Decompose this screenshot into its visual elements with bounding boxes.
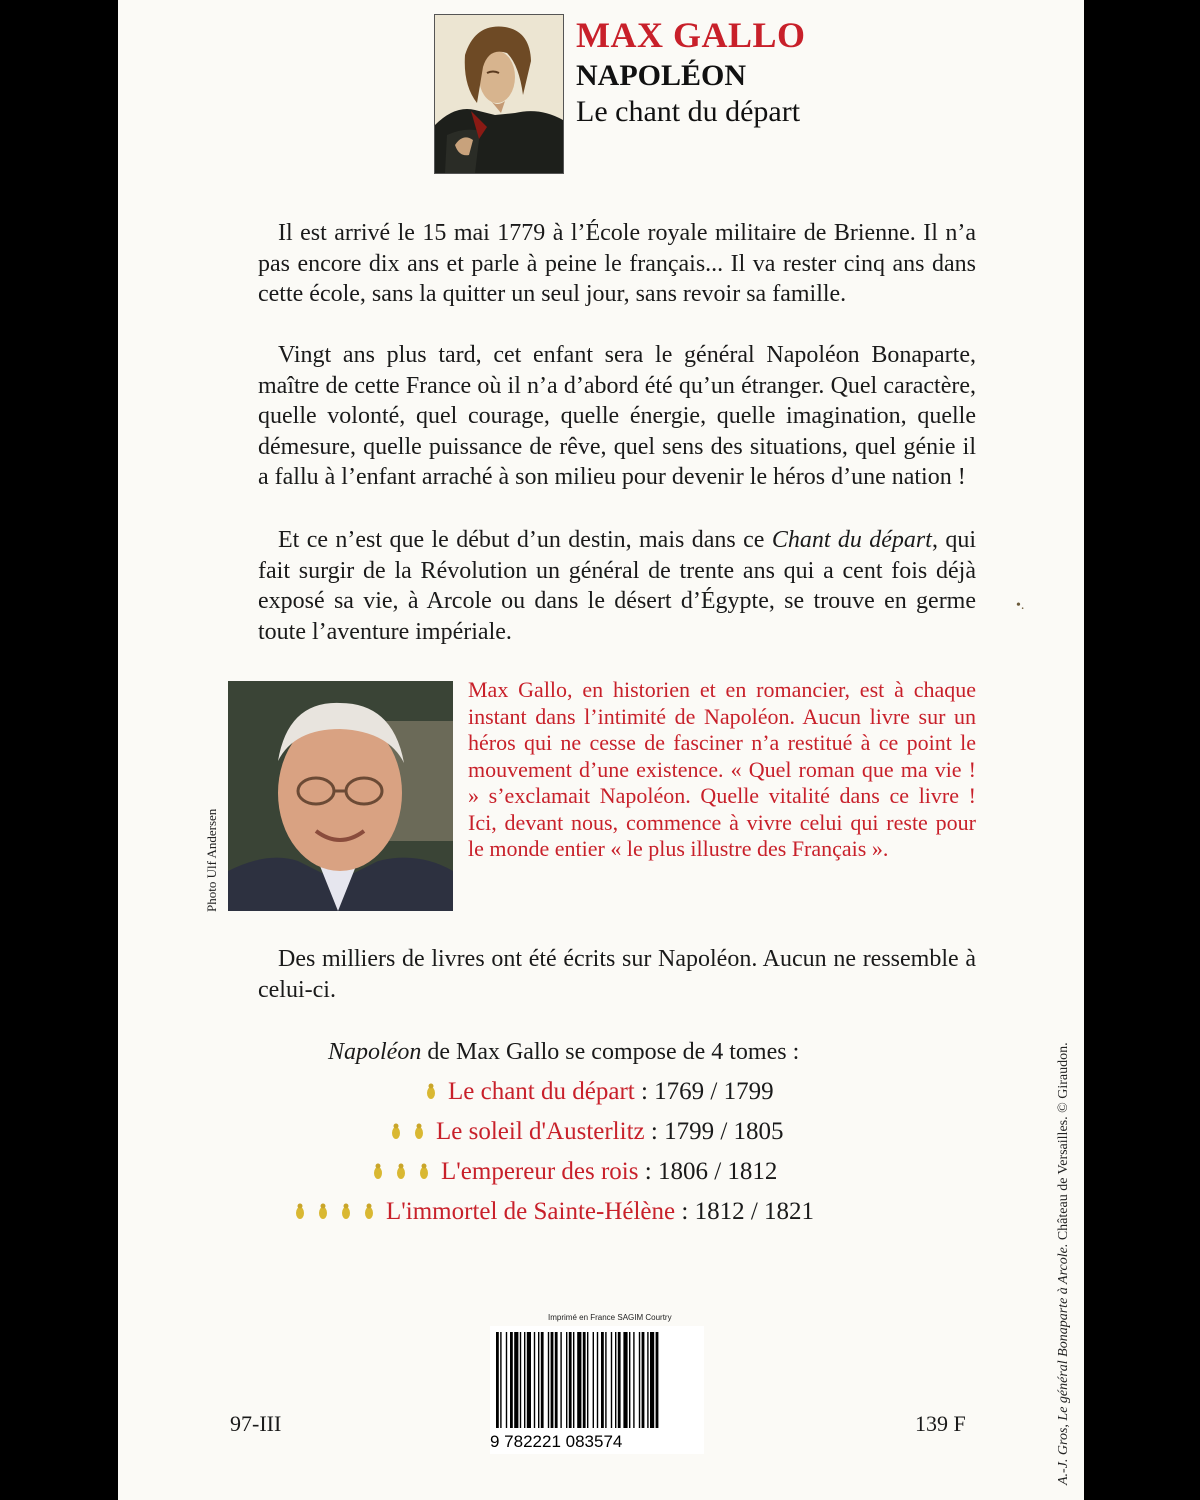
price: 139 F [915, 1411, 966, 1436]
tome-dates: : 1812 / 1821 [675, 1198, 815, 1225]
book-back-cover [118, 0, 1084, 1500]
bee-icon [340, 1203, 352, 1220]
bee-icon [390, 1123, 402, 1140]
bee-icon [395, 1163, 407, 1180]
blurb-paragraph-1: Il est arrivé le 15 mai 1779 à l’École royale militaire de Brienne. Il n’a pas encore dix ans et parle à peine le français... Il va rester cinq ans dans cette école, sans la quitter un seul jour, sans revoir sa famille. [258, 220, 976, 307]
tome-dates: : 1769 / 1799 [634, 1078, 774, 1105]
tome-item [425, 1078, 774, 1106]
tome-item [390, 1118, 784, 1146]
blurb-paragraph-3 [258, 525, 976, 647]
bee-icon [418, 1163, 430, 1180]
title-block [576, 14, 806, 130]
blurb-paragraph-3-title: Chant du départ [771, 527, 932, 553]
tome-item [294, 1198, 814, 1226]
bee-icon [317, 1203, 329, 1220]
tome-item [372, 1158, 777, 1186]
isbn-barcode [490, 1326, 704, 1454]
painting-credit-title: A.-J. Gros, Le général Bonaparte à Arcole. [1056, 1243, 1071, 1485]
painting-credit-rest: Château de Versailles. © Giraudon. [1056, 1042, 1071, 1244]
print-speck-mark: •. [1016, 598, 1025, 613]
tomes-intro [328, 1039, 799, 1066]
book-subtitle: Le chant du départ [576, 95, 801, 128]
cover-painting-credit [1056, 1042, 1072, 1485]
tome-dates: : 1799 / 1805 [644, 1118, 784, 1145]
napoleon-portrait-image [434, 14, 564, 174]
tomes-intro-title: Napoléon [328, 1039, 422, 1065]
tome-name: Le soleil d'Austerlitz [436, 1118, 645, 1145]
tomes-intro-rest: de Max Gallo se compose de 4 tomes : [421, 1039, 800, 1065]
photo-credit: Photo Ulf Andersen [204, 808, 219, 912]
author-name: MAX GALLO [576, 15, 806, 55]
tome-dates: : 1806 / 1812 [638, 1158, 778, 1185]
printer-note: Imprimé en France SAGIM Courtry [548, 1313, 672, 1322]
catalog-code: 97-III [230, 1411, 282, 1436]
bee-icon [425, 1083, 437, 1100]
tome-name: L'immortel de Sainte-Hélène [386, 1198, 676, 1225]
tome-name: L'empereur des rois [441, 1158, 639, 1185]
isbn-digits: 9 782221 083574 [490, 1432, 623, 1451]
bee-icon [363, 1203, 375, 1220]
closing-statement: Des milliers de livres ont été écrits sur Napoléon. Aucun ne ressemble à celui-ci. [258, 946, 976, 1003]
book-title: NAPOLÉON [576, 59, 747, 92]
tome-name: Le chant du départ [448, 1078, 635, 1105]
bee-icon [294, 1203, 306, 1220]
blurb-paragraph-2: Vingt ans plus tard, cet enfant sera le général Napoléon Bonaparte, maître de cette France où il n’a d’abord été qu’un étranger. Quel caractère, quelle volonté, quel courage, quelle énergie, quelle imagination, quelle démesure, quelle puissance de rêve, quel sens des situations, quel génie il a fallu à l’enfant arraché à son milieu pour devenir le héros d’une nation ! [258, 342, 976, 490]
author-bio: Max Gallo, en historien et en romancier, est à chaque instant dans l’intimité de Napoléon. Aucun livre sur un héros qui ne cesse de fasciner n’a restitué à ce point le mouvement d’une existence. « Quel roman que ma vie ! » s’exclamait Napoléon. Quelle vitalité dans ce livre ! Ici, devant nous, commence à vivre celui qui reste pour le monde entier « le plus illustre des Français ». [468, 677, 976, 861]
author-photo [228, 681, 453, 911]
blurb-paragraph-3-end: , qui fait surgir de la Révolution un général de trente ans qui a cent fois déjà exposé sa vie, à Arcole ou dans le désert d’Égypte, se trouve en germe toute l’aventure impériale. [258, 527, 976, 645]
bee-icon [372, 1163, 384, 1180]
bee-icon [413, 1123, 425, 1140]
blurb-paragraph-3-start: Et ce n’est que le début d’un destin, mais dans ce [278, 527, 772, 553]
